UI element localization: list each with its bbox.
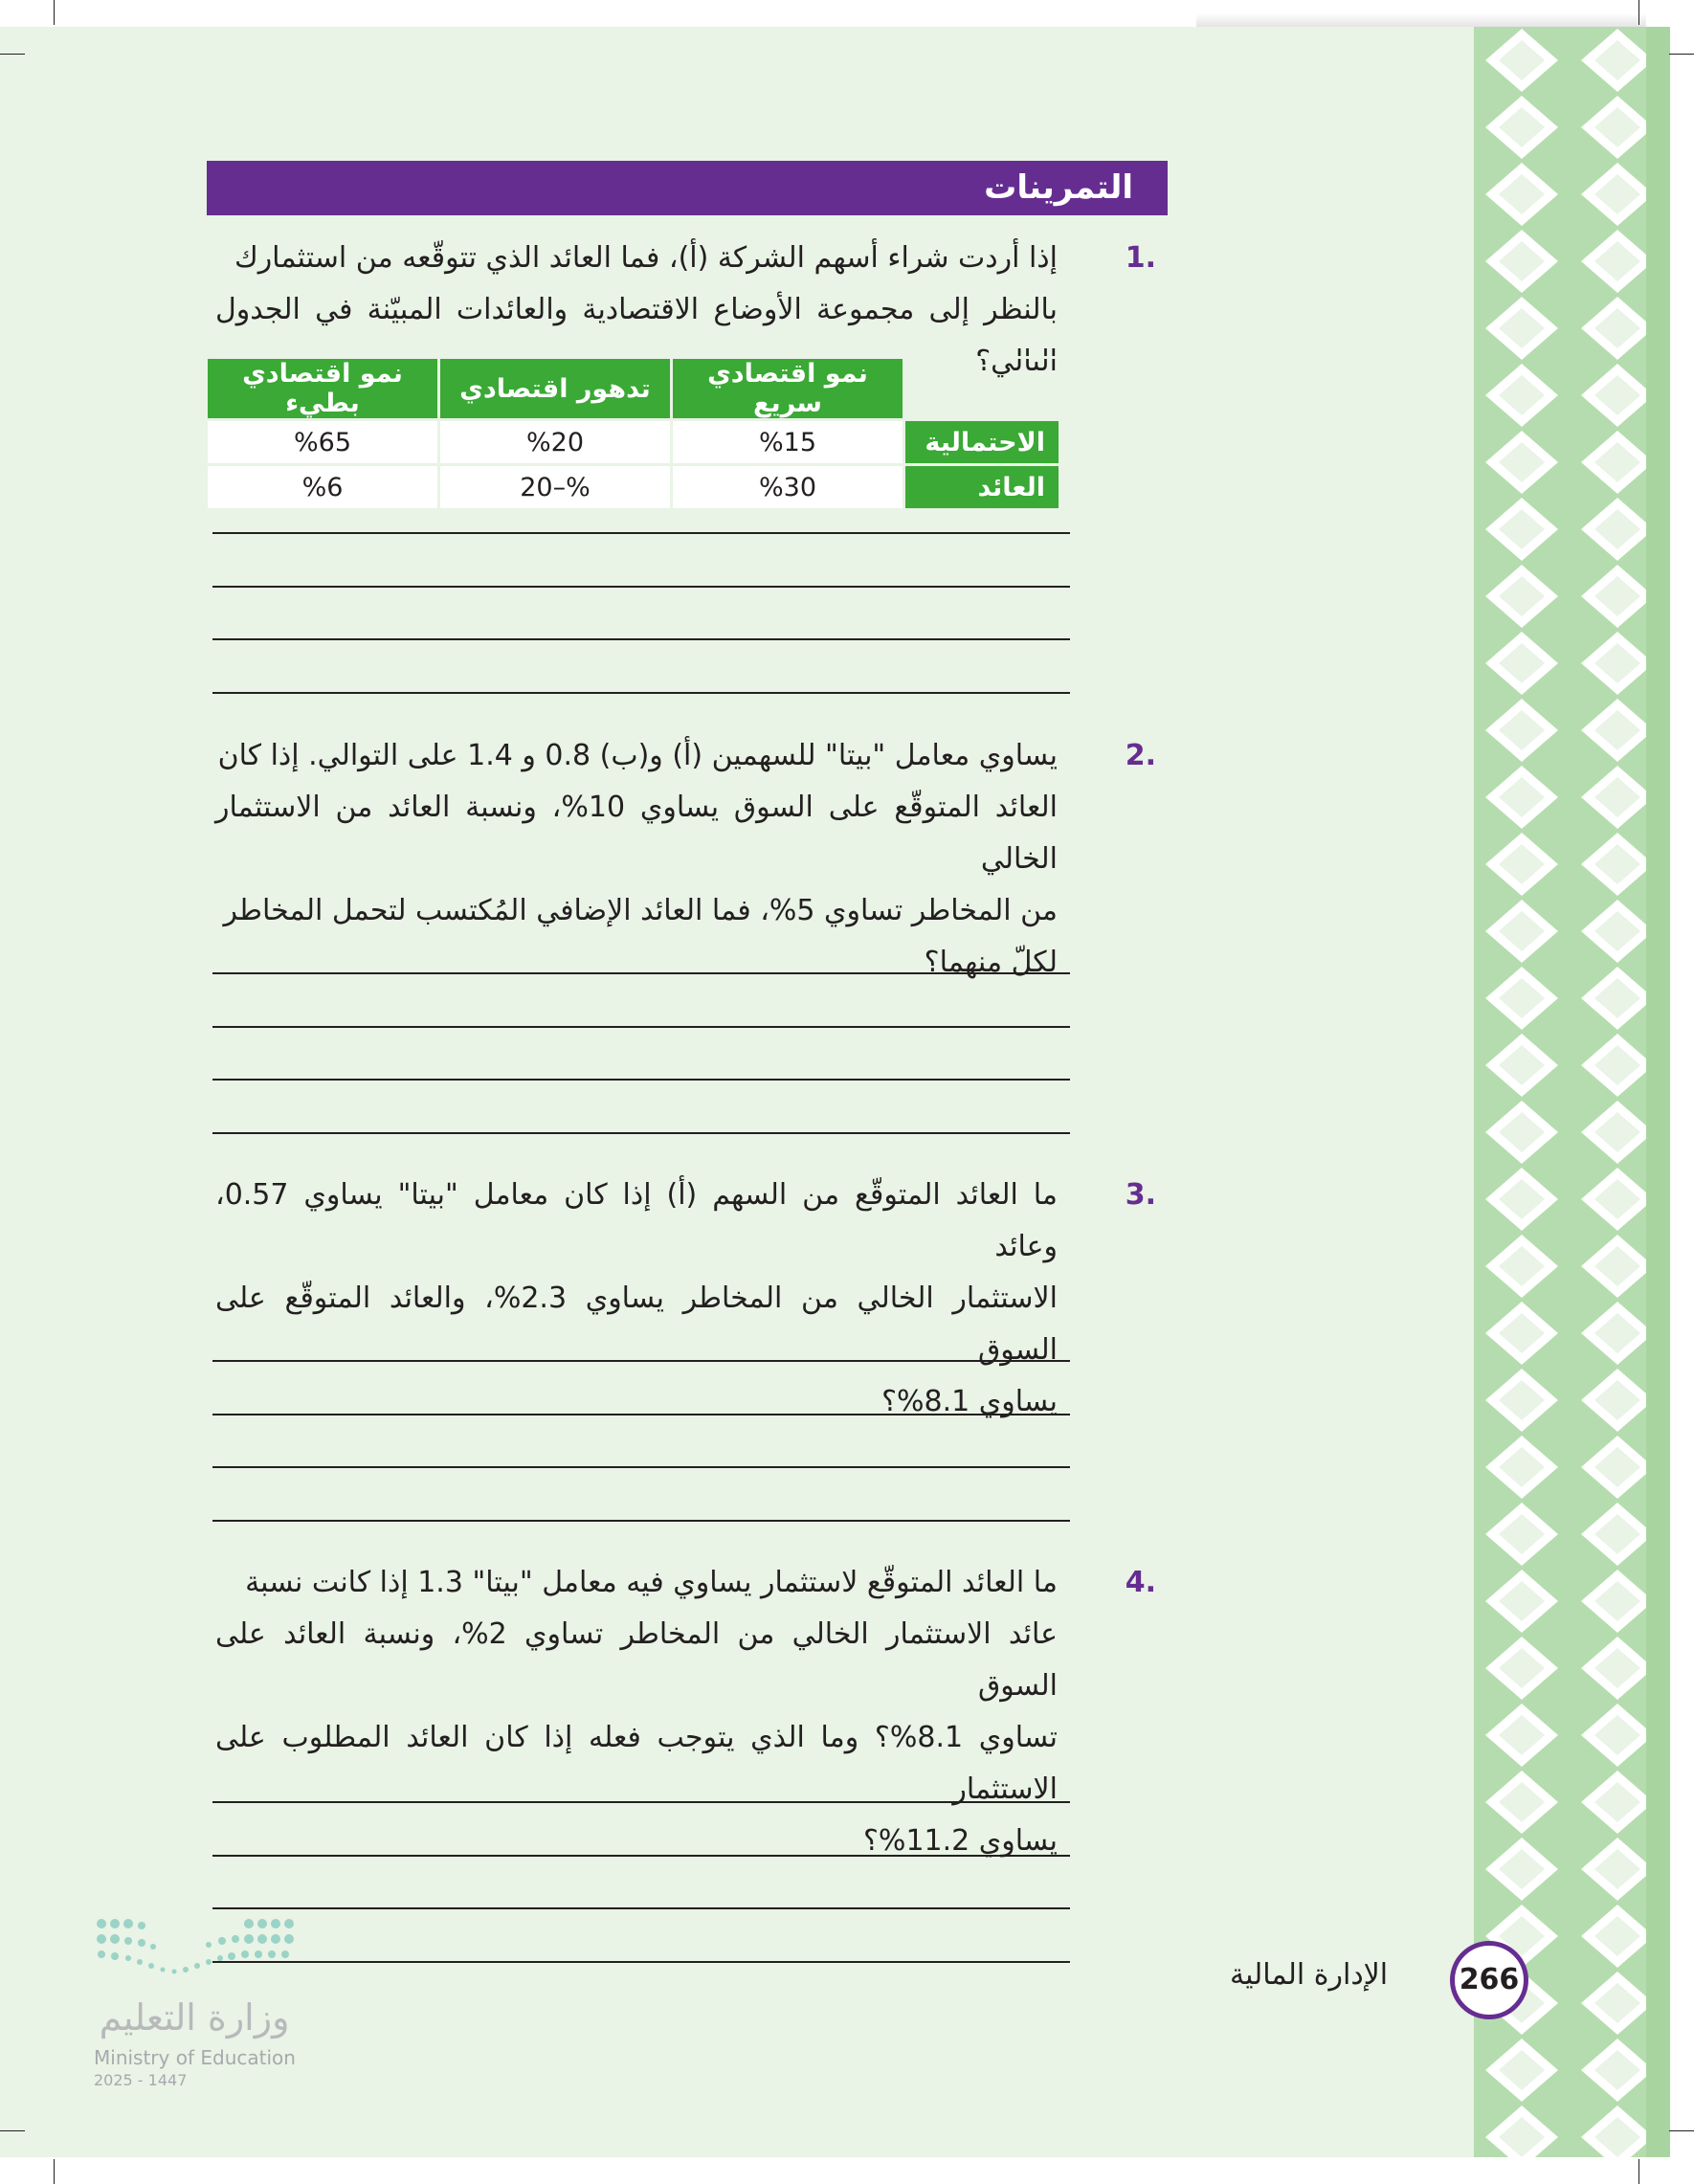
question-text (215, 730, 1058, 989)
answer-line[interactable] (212, 1414, 1070, 1415)
question-line: العائد المتوقّع على السوق يساوي 10%، ونسبة العائد من الاستثمار الخالي (215, 791, 1058, 876)
question-text (215, 1557, 1058, 1867)
table-header: نمو اقتصادي سريع (672, 358, 904, 420)
question-text (215, 1170, 1058, 1428)
ministry-name-arabic: وزارة التعليم (99, 1996, 290, 2039)
row-header: العائد (904, 465, 1060, 510)
row-header: الاحتمالية (904, 420, 1060, 465)
answer-line[interactable] (212, 532, 1070, 534)
returns-table (205, 356, 1061, 511)
answer-line[interactable] (212, 1466, 1070, 1468)
table-corner (904, 358, 1060, 420)
answer-line[interactable] (212, 1132, 1070, 1134)
decorative-border (1474, 27, 1670, 2157)
crop-mark (1638, 2159, 1639, 2184)
question-number: 3. (1125, 1178, 1156, 1212)
edition-year: 2025 - 1447 (94, 2071, 188, 2089)
question-number: 2. (1125, 739, 1156, 772)
question-line: لكلّ منهما؟ (924, 946, 1058, 979)
answer-line[interactable] (212, 1801, 1070, 1803)
question-line: ما العائد المتوقّع من السهم (أ) إذا كان معامل "بيتا" يساوي 0.57، وعائد (215, 1178, 1058, 1263)
question-line: ما العائد المتوقّع لاستثمار يساوي فيه معامل "بيتا" 1.3 إذا كانت نسبة (245, 1566, 1058, 1599)
page-number: 266 (1450, 1941, 1528, 2019)
table-header: نمو اقتصادي بطيء (207, 358, 439, 420)
question-line: بالنظر إلى مجموعة الأوضاع الاقتصادية والعائدات المبيّنة في الجدول التالي؟ (215, 293, 1058, 378)
table-cell: %15 (672, 420, 904, 465)
answer-line[interactable] (212, 586, 1070, 588)
table-cell: %30 (672, 465, 904, 510)
crop-mark (1669, 54, 1694, 55)
table-header: تدهور اقتصادي (439, 358, 672, 420)
crop-mark (54, 2159, 55, 2184)
question-line: يساوي 11.2%؟ (863, 1824, 1058, 1858)
crop-mark (54, 0, 55, 25)
section-title: التمرينات (207, 161, 1168, 215)
answer-line[interactable] (212, 1026, 1070, 1028)
answer-line[interactable] (212, 1079, 1070, 1081)
table-row (207, 420, 1060, 465)
question-line: إذا أردت شراء أسهم الشركة (أ)، فما العائد الذي تتوقّعه من استثمارك (234, 241, 1058, 275)
crop-mark (0, 54, 25, 55)
answer-line[interactable] (212, 1961, 1070, 1963)
table-cell: %20 (439, 420, 672, 465)
table-cell: %65 (207, 420, 439, 465)
answer-line[interactable] (212, 692, 1070, 694)
answer-line[interactable] (212, 1520, 1070, 1522)
question-number: 1. (1125, 241, 1156, 275)
answer-line[interactable] (212, 1907, 1070, 1909)
question-line: يساوي معامل "بيتا" للسهمين (أ) و(ب) 0.8 و 1.4 على التوالي. إذا كان (217, 739, 1058, 772)
answer-line[interactable] (212, 1855, 1070, 1857)
answer-line[interactable] (212, 638, 1070, 640)
question-line: الاستثمار الخالي من المخاطر يساوي 2.3%، والعائد المتوقّع على السوق (215, 1281, 1058, 1367)
question-line: يساوي 8.1%؟ (881, 1385, 1058, 1418)
question-number: 4. (1125, 1566, 1156, 1599)
table-cell: %6 (207, 465, 439, 510)
crop-mark (0, 2130, 25, 2131)
question-line: عائد الاستثمار الخالي من المخاطر تساوي 2%، ونسبة العائد على السوق (215, 1617, 1058, 1703)
question-line: من المخاطر تساوي 5%، فما العائد الإضافي المُكتسب لتحمل المخاطر (223, 894, 1058, 927)
question-line: تساوي 8.1%؟ وما الذي يتوجب فعله إذا كان العائد المطلوب على الاستثمار (215, 1721, 1058, 1806)
crop-mark (1669, 2130, 1694, 2131)
answer-line[interactable] (212, 972, 1070, 974)
table-row (207, 465, 1060, 510)
book-title: الإدارة المالية (1230, 1958, 1389, 1992)
answer-line[interactable] (212, 1360, 1070, 1362)
ministry-name-english: Ministry of Education (94, 2046, 296, 2069)
table-cell: %–20 (439, 465, 672, 510)
crop-mark (1638, 0, 1639, 25)
